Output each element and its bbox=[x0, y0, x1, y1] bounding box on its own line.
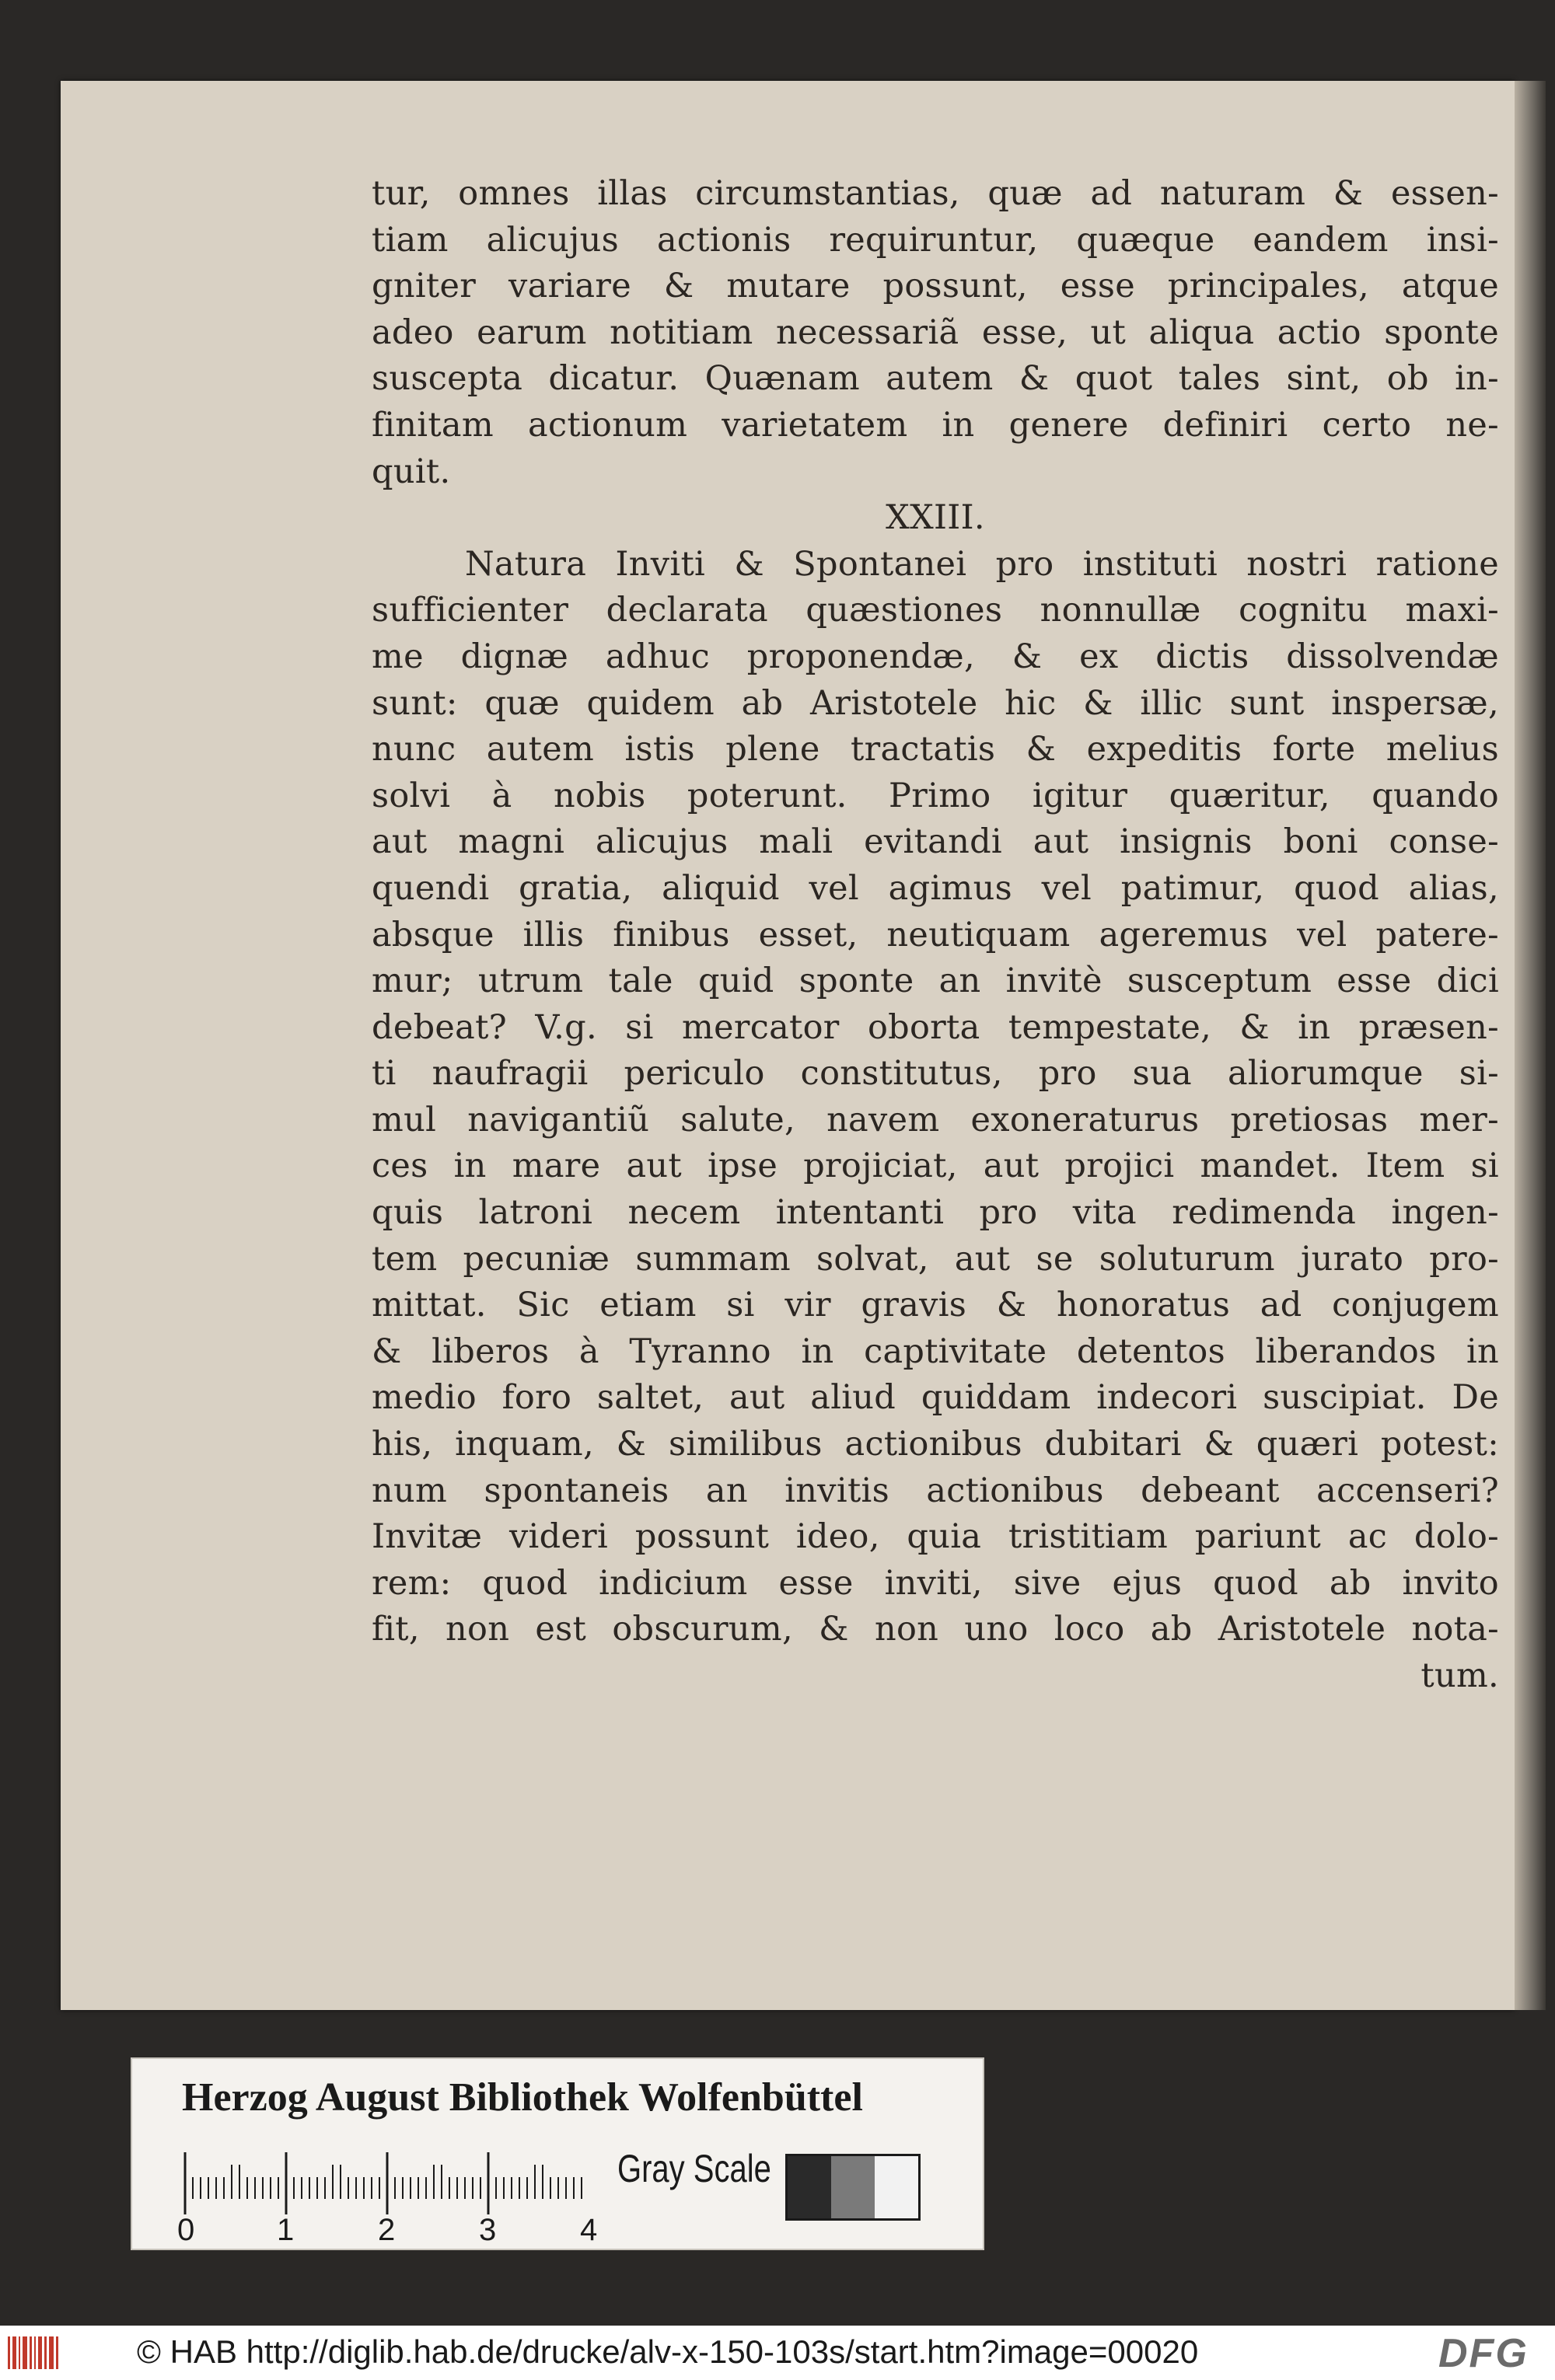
text-line: aut magni alicujus mali evitandi aut insignis boni conse- bbox=[372, 822, 1499, 862]
footer-bar bbox=[0, 2326, 1555, 2380]
text-line: sufficienter declarata quæstiones nonnullæ cognitu maxi- bbox=[372, 591, 1499, 630]
text-line: me dignæ adhuc proponendæ, & ex dictis dissolvendæ bbox=[372, 637, 1499, 676]
text-line: debeat? V.g. si mercator oborta tempestate, & in præsen- bbox=[372, 1007, 1499, 1047]
ruler-number: 2 bbox=[378, 2213, 396, 2247]
text-line: quit. bbox=[372, 452, 451, 491]
text-line: nunc autem istis plene tractatis & expeditis forte melius bbox=[372, 730, 1499, 769]
text-line: mittat. Sic etiam si vir gravis & honoratus ad conjugem bbox=[372, 1286, 1499, 1325]
text-line: fit, non est obscurum, & non uno loco ab Aristotele nota- bbox=[372, 1610, 1499, 1649]
text-line: absque illis finibus esset, neutiquam ageremus vel patere- bbox=[372, 915, 1499, 954]
text-line: quis latroni necem intentanti pro vita redimenda ingen- bbox=[372, 1193, 1499, 1233]
gray-scale-label: Gray Scale bbox=[617, 2147, 771, 2190]
catchword: tum. bbox=[1420, 1656, 1499, 1695]
text-line: sunt: quæ quidem ab Aristotele hic & illic sunt inspersæ, bbox=[372, 683, 1499, 723]
ruler-ticks bbox=[183, 2151, 588, 2214]
gray-patch-mid bbox=[831, 2156, 875, 2218]
text-block bbox=[372, 171, 1499, 1700]
document-page bbox=[61, 81, 1515, 2010]
section-number: XXIII. bbox=[886, 498, 985, 538]
text-line: ti naufragii periculo constitutus, pro sua aliorumque si- bbox=[372, 1054, 1499, 1094]
copyright-url: © HAB http://diglib.hab.de/drucke/alv-x-150-103s/start.htm?image=00020 bbox=[137, 2333, 1199, 2370]
text-line: ces in mare aut ipse projiciat, aut projici mandet. Item si bbox=[372, 1146, 1499, 1186]
page-edge bbox=[1515, 81, 1546, 2010]
text-line: adeo earum notitiam necessariã esse, ut aliqua actio sponte bbox=[372, 312, 1499, 352]
text-line: gniter variare & mutare possunt, esse principales, atque bbox=[372, 267, 1499, 306]
ruler-number: 4 bbox=[580, 2213, 598, 2247]
text-line: rem: quod indicium esse inviti, sive ejus quod ab invito bbox=[372, 1563, 1499, 1603]
text-line: mul navigantiũ salute, navem exoneraturus pretiosas mer- bbox=[372, 1100, 1499, 1139]
ruler-numbers bbox=[177, 2213, 613, 2247]
gray-patch-dark bbox=[788, 2156, 831, 2218]
text-line: mur; utrum tale quid sponte an invitè susceptum esse dici bbox=[372, 961, 1499, 1001]
ruler-number: 3 bbox=[479, 2213, 497, 2247]
ruler-number: 0 bbox=[177, 2213, 195, 2247]
text-line: solvi à nobis poterunt. Primo igitur quæritur, quando bbox=[372, 776, 1499, 815]
dfg-logo: DFG bbox=[1438, 2331, 1529, 2376]
ruler-number: 1 bbox=[277, 2213, 295, 2247]
text-line: suscepta dicatur. Quænam autem & quot tales sint, ob in- bbox=[372, 359, 1499, 399]
text-line: & liberos à Tyranno in captivitate detentos liberandos in bbox=[372, 1331, 1499, 1371]
text-line: tem pecuniæ summam solvat, aut se soluturum jurato pro- bbox=[372, 1239, 1499, 1279]
gray-patch-light bbox=[875, 2156, 918, 2218]
gray-scale-patches bbox=[785, 2154, 921, 2221]
text-line: num spontaneis an invitis actionibus debeant accenseri? bbox=[372, 1471, 1499, 1510]
barcode-icon bbox=[6, 2333, 62, 2372]
text-line: tur, omnes illas circumstantias, quæ ad naturam & essen- bbox=[372, 174, 1499, 213]
text-line: medio foro saltet, aut aliud quiddam indecori suscipiat. De bbox=[372, 1378, 1499, 1418]
text-line: Natura Inviti & Spontanei pro instituti nostri ratione bbox=[465, 544, 1499, 584]
text-line: tiam alicujus actionis requiruntur, quæque eandem insi- bbox=[372, 220, 1499, 260]
library-title: Herzog August Bibliothek Wolfenbüttel bbox=[182, 2075, 863, 2120]
color-scale-card bbox=[131, 2057, 984, 2250]
text-line: finitam actionum varietatem in genere definiri certo ne- bbox=[372, 405, 1499, 445]
text-line: Invitæ videri possunt ideo, quia tristitiam pariunt ac dolo- bbox=[372, 1517, 1499, 1557]
text-line: his, inquam, & similibus actionibus dubitari & quæri potest: bbox=[372, 1425, 1499, 1464]
text-line: quendi gratia, aliquid vel agimus vel patimur, quod alias, bbox=[372, 868, 1499, 908]
